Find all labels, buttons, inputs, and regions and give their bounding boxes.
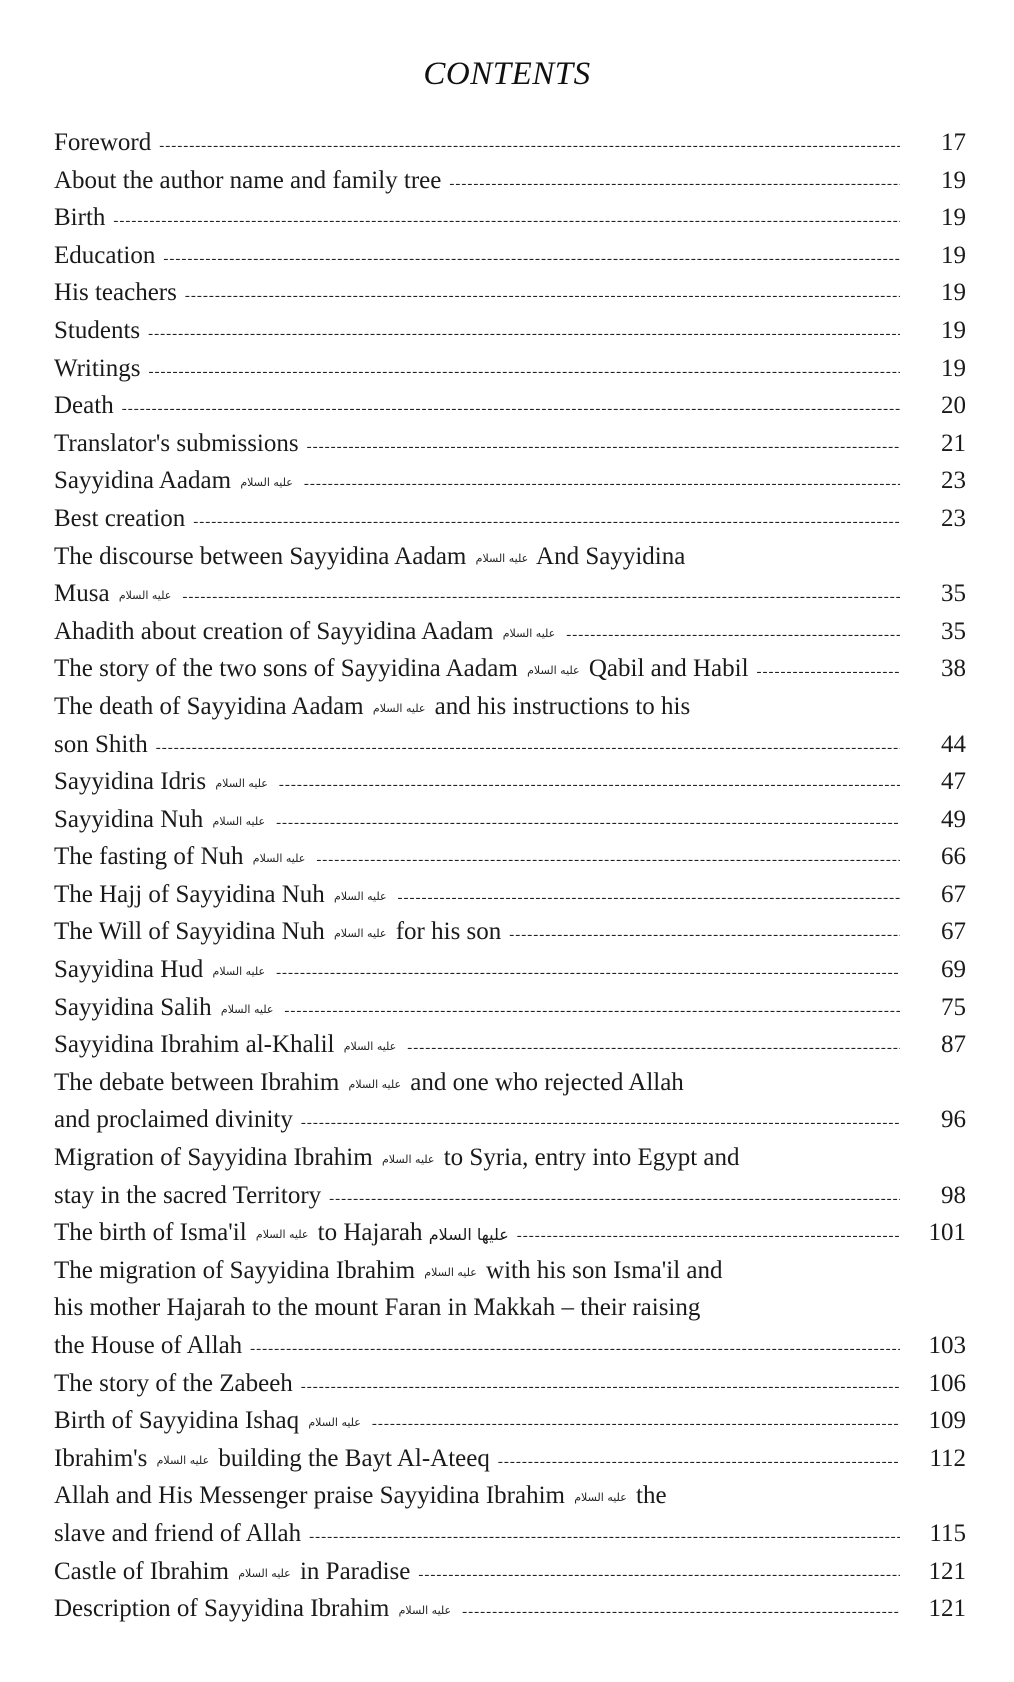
toc-entry-line bbox=[54, 801, 966, 839]
toc-entry-title: The discourse between Sayyidina Aadam عليه السلام And Sayyidina bbox=[54, 542, 686, 570]
toc-entry[interactable] bbox=[54, 237, 966, 275]
toc-entry-title: Birth bbox=[54, 204, 106, 232]
toc-entry[interactable] bbox=[54, 425, 966, 463]
toc-entry[interactable] bbox=[54, 387, 966, 425]
toc-page-number: 35 bbox=[941, 580, 966, 608]
toc-page-number: 44 bbox=[941, 730, 966, 758]
toc-entry[interactable] bbox=[54, 989, 966, 1027]
toc-entry-title: Sayyidina Salih عليه السلام bbox=[54, 993, 274, 1021]
dot-leader bbox=[149, 354, 901, 392]
toc-entry[interactable] bbox=[54, 1477, 966, 1552]
toc-page-number: 23 bbox=[941, 467, 966, 495]
honorific-calligraphy-icon: عليه السلام bbox=[398, 1604, 452, 1618]
honorific-calligraphy-icon: عليه السلام bbox=[238, 1566, 291, 1580]
dot-leader bbox=[566, 617, 900, 655]
honorific-calligraphy-icon: عليه السلام bbox=[212, 965, 266, 979]
toc-entry[interactable] bbox=[54, 1026, 966, 1064]
dot-leader bbox=[276, 955, 900, 993]
toc-entry-line bbox=[54, 1327, 966, 1365]
table-of-contents bbox=[54, 124, 966, 1628]
toc-entry[interactable] bbox=[54, 1440, 966, 1478]
toc-entry-title: Death bbox=[54, 392, 114, 420]
honorific-calligraphy-icon: عليه السلام bbox=[118, 589, 172, 603]
honorific-calligraphy-icon: عليه السلام bbox=[252, 852, 306, 866]
dot-leader bbox=[509, 917, 900, 955]
honorific-calligraphy-icon: عليه السلام bbox=[372, 701, 426, 715]
page-title: CONTENTS bbox=[423, 56, 591, 92]
toc-page-number: 38 bbox=[941, 655, 966, 683]
dot-leader bbox=[462, 1594, 900, 1632]
toc-entry-line bbox=[54, 425, 966, 463]
toc-page-number: 67 bbox=[941, 918, 966, 946]
toc-entry-line bbox=[54, 1139, 966, 1177]
toc-entry[interactable] bbox=[54, 350, 966, 388]
toc-entry[interactable] bbox=[54, 1402, 966, 1440]
toc-entry-line bbox=[54, 500, 966, 538]
toc-entry-title: Description of Sayyidina Ibrahim عليه السلام bbox=[54, 1595, 452, 1623]
toc-entry[interactable] bbox=[54, 1214, 966, 1252]
toc-entry-title: His teachers bbox=[54, 279, 177, 307]
dot-leader bbox=[449, 166, 900, 204]
dot-leader bbox=[250, 1331, 900, 1369]
dot-leader bbox=[498, 1444, 900, 1482]
toc-page-number: 101 bbox=[928, 1219, 966, 1247]
toc-page-number: 112 bbox=[929, 1444, 966, 1472]
dot-leader bbox=[329, 1181, 900, 1219]
toc-entry-line bbox=[54, 1026, 966, 1064]
toc-page-number: 19 bbox=[941, 354, 966, 382]
toc-entry-line bbox=[54, 462, 966, 500]
toc-entry-line bbox=[54, 1515, 966, 1553]
dot-leader bbox=[309, 1519, 900, 1557]
toc-entry-title: The Will of Sayyidina Nuh عليه السلام for his son bbox=[54, 918, 502, 946]
toc-entry-line bbox=[54, 1365, 966, 1403]
toc-page-number: 21 bbox=[941, 429, 966, 457]
toc-entry-title: and proclaimed divinity bbox=[54, 1106, 293, 1134]
dot-leader bbox=[407, 1030, 900, 1068]
toc-entry-line bbox=[54, 575, 966, 613]
toc-entry-title: Students bbox=[54, 316, 141, 344]
toc-entry-title: stay in the sacred Territory bbox=[54, 1181, 322, 1209]
honorific-calligraphy-icon: عليه السلام bbox=[381, 1153, 435, 1167]
honorific-calligraphy-icon: عليه السلام bbox=[424, 1265, 477, 1279]
toc-entry[interactable] bbox=[54, 801, 966, 839]
toc-entry-title: Translator's submissions bbox=[54, 429, 299, 457]
toc-entry[interactable] bbox=[54, 1365, 966, 1403]
dot-leader bbox=[159, 128, 900, 166]
toc-entry-line bbox=[54, 1553, 966, 1591]
toc-entry-line bbox=[54, 763, 966, 801]
dot-leader bbox=[316, 842, 900, 880]
toc-page-number: 19 bbox=[941, 166, 966, 194]
toc-page-number: 121 bbox=[928, 1595, 966, 1623]
toc-entry[interactable] bbox=[54, 274, 966, 312]
toc-entry-line bbox=[54, 1440, 966, 1478]
arabic-honorific-text: عليها السلام bbox=[428, 1225, 509, 1245]
toc-entry-title: Migration of Sayyidina Ibrahim عليه السلام to Syria, entry into Egypt and bbox=[54, 1144, 740, 1172]
toc-entry-title: son Shith bbox=[54, 730, 148, 758]
honorific-calligraphy-icon: عليه السلام bbox=[215, 777, 268, 791]
toc-entry-title: Sayyidina Nuh عليه السلام bbox=[54, 805, 266, 833]
toc-entry-line bbox=[54, 688, 966, 726]
dot-leader bbox=[276, 805, 900, 843]
dot-leader bbox=[113, 203, 900, 241]
honorific-calligraphy-icon: عليه السلام bbox=[156, 1453, 210, 1467]
toc-page-number: 17 bbox=[941, 129, 966, 156]
toc-page-number: 109 bbox=[928, 1407, 966, 1435]
toc-entry-title: The story of the Zabeeh bbox=[54, 1369, 293, 1397]
honorific-calligraphy-icon: عليه السلام bbox=[220, 1002, 274, 1016]
toc-entry[interactable] bbox=[54, 124, 966, 162]
toc-page-number: 115 bbox=[929, 1519, 966, 1547]
toc-entry-line bbox=[54, 1214, 966, 1252]
dot-leader bbox=[279, 767, 900, 805]
toc-page-number: 47 bbox=[941, 768, 966, 796]
toc-entry[interactable] bbox=[54, 650, 966, 688]
toc-page-number: 19 bbox=[941, 316, 966, 344]
toc-entry[interactable] bbox=[54, 838, 966, 876]
dot-leader bbox=[418, 1557, 900, 1595]
toc-entry[interactable] bbox=[54, 462, 966, 500]
toc-entry-title: Ahadith about creation of Sayyidina Aadam عليه السلام bbox=[54, 617, 556, 645]
toc-page-number: 23 bbox=[941, 504, 966, 532]
toc-entry-title: Education bbox=[54, 241, 156, 269]
honorific-calligraphy-icon: عليه السلام bbox=[333, 927, 387, 941]
toc-entry[interactable] bbox=[54, 763, 966, 801]
honorific-calligraphy-icon: عليه السلام bbox=[308, 1416, 361, 1430]
dot-leader bbox=[193, 504, 900, 542]
toc-page-number: 19 bbox=[941, 279, 966, 307]
toc-page-number: 103 bbox=[928, 1332, 966, 1359]
toc-entry-line bbox=[54, 1101, 966, 1139]
honorific-calligraphy-icon: عليه السلام bbox=[348, 1077, 402, 1091]
toc-entry-title: Musa عليه السلام bbox=[54, 580, 172, 608]
toc-entry[interactable] bbox=[54, 1252, 966, 1365]
dot-leader bbox=[517, 1218, 900, 1256]
toc-entry[interactable] bbox=[54, 1139, 966, 1214]
dot-leader bbox=[122, 391, 900, 429]
honorific-calligraphy-icon: عليه السلام bbox=[475, 551, 529, 565]
honorific-calligraphy-icon: عليه السلام bbox=[212, 814, 266, 828]
dot-leader bbox=[307, 429, 900, 467]
toc-page-number: 67 bbox=[941, 880, 966, 908]
toc-entry-line bbox=[54, 838, 966, 876]
toc-entry-title: Birth of Sayyidina Ishaq عليه السلام bbox=[54, 1407, 361, 1435]
toc-page-number: 98 bbox=[941, 1181, 966, 1209]
toc-entry-title: Castle of Ibrahim عليه السلام in Paradise bbox=[54, 1557, 411, 1585]
toc-entry-line bbox=[54, 1402, 966, 1440]
toc-entry[interactable] bbox=[54, 688, 966, 763]
toc-entry-title: Allah and His Messenger praise Sayyidina Ibrahim عليه السلام the bbox=[54, 1482, 667, 1510]
toc-entry-title: slave and friend of Allah bbox=[54, 1519, 302, 1547]
toc-entry-title: Sayyidina Hud عليه السلام bbox=[54, 956, 266, 984]
toc-entry-title: his mother Hajarah to the mount Faran in Makkah – their raising bbox=[54, 1294, 701, 1322]
toc-entry-title: The story of the two sons of Sayyidina Aadam عليه السلام Qabil and Habil bbox=[54, 655, 749, 683]
dot-leader bbox=[182, 579, 900, 617]
toc-entry[interactable] bbox=[54, 1590, 966, 1628]
toc-entry-line bbox=[54, 1177, 966, 1215]
dot-leader bbox=[301, 1105, 900, 1143]
toc-entry-line bbox=[54, 350, 966, 388]
toc-entry-title: Foreword bbox=[54, 129, 152, 156]
toc-entry-line bbox=[54, 1590, 966, 1628]
toc-entry-line bbox=[54, 1477, 966, 1515]
honorific-calligraphy-icon: عليه السلام bbox=[240, 476, 293, 490]
toc-entry-title: The fasting of Nuh عليه السلام bbox=[54, 843, 306, 871]
toc-page-number: 96 bbox=[941, 1106, 966, 1134]
toc-page-number: 69 bbox=[941, 956, 966, 984]
toc-entry-line bbox=[54, 538, 966, 576]
toc-entry-line bbox=[54, 913, 966, 951]
toc-entry-title: Sayyidina Ibrahim al-Khalil عليه السلام bbox=[54, 1031, 397, 1059]
honorific-calligraphy-icon: عليه السلام bbox=[334, 889, 387, 903]
dot-leader bbox=[148, 316, 900, 354]
toc-page-number: 75 bbox=[941, 993, 966, 1021]
toc-entry-title: Sayyidina Aadam عليه السلام bbox=[54, 467, 293, 495]
toc-entry[interactable] bbox=[54, 1553, 966, 1591]
toc-entry[interactable] bbox=[54, 876, 966, 914]
toc-entry-line bbox=[54, 237, 966, 275]
dot-leader bbox=[304, 466, 900, 504]
dot-leader bbox=[284, 993, 900, 1031]
honorific-calligraphy-icon: عليه السلام bbox=[574, 1491, 627, 1505]
toc-entry[interactable] bbox=[54, 913, 966, 951]
toc-entry-title: The debate between Ibrahim عليه السلام and one who rejected Allah bbox=[54, 1068, 684, 1096]
toc-entry-line bbox=[54, 1289, 966, 1327]
toc-entry[interactable] bbox=[54, 951, 966, 989]
toc-page-number: 106 bbox=[928, 1369, 966, 1397]
dot-leader bbox=[398, 880, 900, 918]
toc-entry[interactable] bbox=[54, 199, 966, 237]
toc-entry-line bbox=[54, 726, 966, 764]
toc-page-number: 49 bbox=[941, 805, 966, 833]
toc-page-number: 87 bbox=[941, 1031, 966, 1059]
toc-page-number: 66 bbox=[941, 843, 966, 871]
toc-entry[interactable] bbox=[54, 613, 966, 651]
toc-entry-title: the House of Allah bbox=[54, 1332, 243, 1359]
toc-entry-title: The Hajj of Sayyidina Nuh عليه السلام bbox=[54, 880, 387, 908]
honorific-calligraphy-icon: عليه السلام bbox=[527, 664, 580, 678]
toc-entry-line bbox=[54, 199, 966, 237]
toc-entry-line bbox=[54, 162, 966, 200]
toc-entry-line bbox=[54, 274, 966, 312]
toc-entry[interactable] bbox=[54, 162, 966, 200]
toc-entry[interactable] bbox=[54, 1064, 966, 1139]
toc-entry-line bbox=[54, 989, 966, 1027]
dot-leader bbox=[185, 278, 900, 316]
dot-leader bbox=[372, 1406, 900, 1444]
toc-entry-line bbox=[54, 387, 966, 425]
toc-entry-line bbox=[54, 1252, 966, 1290]
toc-page-number: 20 bbox=[941, 392, 966, 420]
toc-entry-line bbox=[54, 1064, 966, 1102]
dot-leader bbox=[156, 730, 900, 768]
toc-entry-line bbox=[54, 613, 966, 651]
toc-page-number: 19 bbox=[941, 241, 966, 269]
toc-entry[interactable] bbox=[54, 538, 966, 613]
toc-entry-title: Writings bbox=[54, 354, 141, 382]
toc-entry-title: About the author name and family tree bbox=[54, 166, 442, 194]
toc-entry[interactable] bbox=[54, 312, 966, 350]
toc-entry-title: The migration of Sayyidina Ibrahim عليه السلام with his son Isma'il and bbox=[54, 1256, 723, 1284]
toc-entry[interactable] bbox=[54, 500, 966, 538]
toc-entry-line bbox=[54, 650, 966, 688]
toc-entry-title: The death of Sayyidina Aadam عليه السلام and his instructions to his bbox=[54, 692, 691, 720]
honorific-calligraphy-icon: عليه السلام bbox=[502, 626, 556, 640]
toc-entry-line bbox=[54, 124, 966, 162]
toc-entry-line bbox=[54, 876, 966, 914]
toc-entry-title: The birth of Isma'il عليه السلام to Hajarah عليها السلام bbox=[54, 1219, 509, 1247]
toc-entry-title: Ibrahim's عليه السلام building the Bayt Al-Ateeq bbox=[54, 1444, 490, 1472]
toc-entry-title: Sayyidina Idris عليه السلام bbox=[54, 768, 268, 796]
toc-page-number: 121 bbox=[928, 1557, 966, 1585]
dot-leader bbox=[163, 241, 900, 279]
toc-page-number: 19 bbox=[941, 204, 966, 232]
toc-entry-title: Best creation bbox=[54, 504, 186, 532]
toc-page-number: 35 bbox=[941, 617, 966, 645]
toc-entry-line bbox=[54, 312, 966, 350]
honorific-calligraphy-icon: عليه السلام bbox=[255, 1228, 309, 1242]
toc-entry-line bbox=[54, 951, 966, 989]
dot-leader bbox=[301, 1369, 900, 1407]
dot-leader bbox=[757, 654, 900, 692]
honorific-calligraphy-icon: عليه السلام bbox=[343, 1040, 397, 1054]
